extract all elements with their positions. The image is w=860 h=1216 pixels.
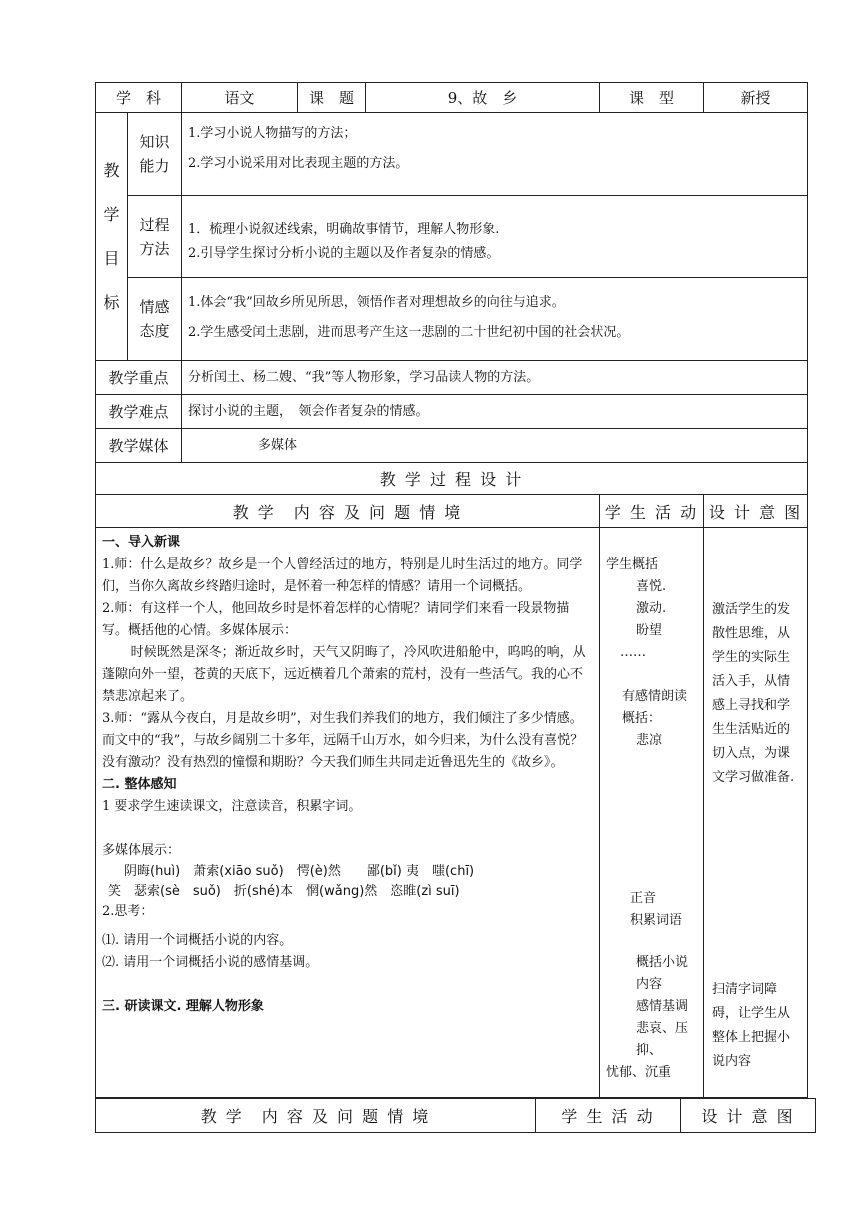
thinking-label: 2.思考：: [102, 904, 154, 919]
lesson-plan-table: [95, 82, 808, 1098]
activity-summarize-2: 概括：: [622, 711, 662, 726]
key-points-text: 分析闰土、杨二嫂、“我”等人物形象，学习品读人物的方法。: [182, 361, 808, 395]
activity-summarize: 学生概括: [606, 557, 659, 572]
footer-content-header: 教 学 内 容 及 问 题 情 境: [96, 1099, 536, 1133]
process-label: 过程 方法: [128, 196, 182, 278]
key-points-label: 教学重点: [96, 361, 182, 395]
objective-knowledge-row: [96, 113, 808, 196]
intent-column-header: 设 计 意 图: [704, 495, 808, 528]
student-activity: [600, 528, 704, 1098]
activity-tone-words-2: 忧郁、沉重: [606, 1065, 672, 1080]
question-2: ⑵. 请用一个词概括小说的感情基调。: [102, 955, 319, 970]
reading-task: 1 要求学生速读课文，注意读音，积累字词。: [102, 799, 362, 814]
difficulties-text: 探讨小说的主题， 领会作者复杂的情感。: [182, 395, 808, 429]
activity-joy: 喜悦.: [636, 579, 667, 594]
section-3-title: 三. 研读课文. 理解人物形象: [102, 999, 264, 1014]
media-label: 教学媒体: [96, 429, 182, 463]
objective-process-row: [96, 196, 808, 278]
question-1: ⑴. 请用一个词概括小说的内容。: [102, 933, 293, 948]
media-display-label: 多媒体展示：: [102, 843, 181, 858]
emotion-label: 情感 态度: [128, 278, 182, 361]
design-intent: [704, 528, 808, 1098]
media-text: 多媒体: [182, 429, 808, 463]
content-column-header: 教 学 内 容 及 问 题 情 境: [96, 495, 600, 528]
scenery-excerpt: 时候既然是深冬；渐近故乡时，天气又阴晦了，冷风吹进船舱中，呜呜的响，从蓬隙向外一望，苍黄的天底下，远近横着几个萧索的荒村，没有一些活气。我的心不禁悲凉起来了。: [102, 645, 586, 704]
knowledge-text: 1.学习小说人物描写的方法； 2.学习小说采用对比表现主题的方法。: [182, 113, 808, 196]
activity-longing: 盼望: [636, 623, 663, 638]
process-text: 1．梳理小说叙述线索，明确故事情节，理解人物形象. 2.引导学生探讨分析小说的主题以及作者复杂的情感。: [182, 196, 808, 278]
type-label: 课 型: [600, 83, 704, 113]
continuation-header-table: [95, 1098, 816, 1133]
knowledge-label: 知识 能力: [128, 113, 182, 196]
topic-label: 课 题: [298, 83, 366, 113]
process-title: 教 学 过 程 设 计: [96, 463, 808, 495]
pinyin-line-1: 阴晦(huì) 萧索(xiāo suǒ) 愕(è)然 鄙(bǐ) 夷 嗤(chī): [124, 864, 475, 879]
activity-read-aloud: 有感情朗读: [622, 689, 688, 704]
footer-intent-header: 设 计 意 图: [681, 1099, 816, 1133]
process-body-row: [96, 528, 808, 1098]
topic-value: 9、故 乡: [366, 83, 600, 113]
activity-pronunciation: 正音: [630, 891, 657, 906]
difficulties-label: 教学难点: [96, 395, 182, 429]
activity-summarize-content: 概括小说内容: [636, 955, 689, 992]
footer-activity-header: 学 生 活 动: [536, 1099, 681, 1133]
subject-value: 语文: [182, 83, 298, 113]
intro-paragraph-2: 2.师：有这样一个人，他回故乡时是怀着怎样的心情呢？请同学们来看一段景物描写。概括他的心情。多媒体展示：: [102, 601, 570, 638]
difficulties-row: [96, 395, 808, 429]
header-row: [96, 83, 808, 113]
activity-tone: 感情基调: [636, 999, 689, 1014]
key-points-row: [96, 361, 808, 395]
media-row: [96, 429, 808, 463]
section-2-title: 二. 整体感知: [102, 777, 177, 792]
subject-label: 学 科: [96, 83, 182, 113]
activity-vocabulary: 积累词语: [630, 913, 683, 928]
intent-1: 激活学生的发散性思维，从学生的实际生活入手，从情感上寻找和学生生活贴近的切入点，为课文学习做准备.: [712, 602, 795, 785]
intro-paragraph-3: 3.师：“露从今夜白，月是故乡明”，对生我们养我们的地方，我们倾注了多少情感。而文中的“我”，与故乡阔别二十多年，远隔千山万水，如今归来，为什么没有喜悦？没有激动？没有热烈的憧憬和期盼？今天我们师生共同走近鲁迅先生的《故乡》。: [102, 711, 584, 770]
emotion-text: 1.体会“我”回故乡所见所思，领悟作者对理想故乡的向往与追求。 2.学生感受闰土悲剧，进而思考产生这一悲剧的二十世纪初中国的社会状况。: [182, 278, 808, 361]
section-1-title: 一、导入新课: [102, 535, 181, 550]
intro-paragraph-1: 1.师：什么是故乡？故乡是一个人曾经活过的地方，特别是儿时生活过的地方。同学们，当你久离故乡终踏归途时，是怀着一种怎样的情感？请用一个词概括。: [102, 557, 583, 594]
objectives-label: 教 学 目 标: [96, 113, 128, 361]
type-value: 新授: [704, 83, 808, 113]
activity-tone-words-1: 悲哀、压抑、: [636, 1021, 689, 1058]
activity-sorrow: 悲凉: [636, 733, 663, 748]
process-title-row: [96, 463, 808, 495]
activity-excited: 激动.: [636, 601, 667, 616]
pinyin-line-2: 笑 瑟索(sè suǒ) 折(shé)本 惘(wǎng)然 恣睢(zì suī): [108, 884, 460, 899]
activity-ellipsis: ……: [620, 645, 647, 660]
activity-column-header: 学 生 活 动: [600, 495, 704, 528]
continuation-header-row: [96, 1099, 816, 1133]
column-header-row: [96, 495, 808, 528]
objective-emotion-row: [96, 278, 808, 361]
teaching-content: [96, 528, 600, 1098]
intent-2: 扫清字词障碍，让学生从整体上把握小说内容: [712, 982, 791, 1069]
